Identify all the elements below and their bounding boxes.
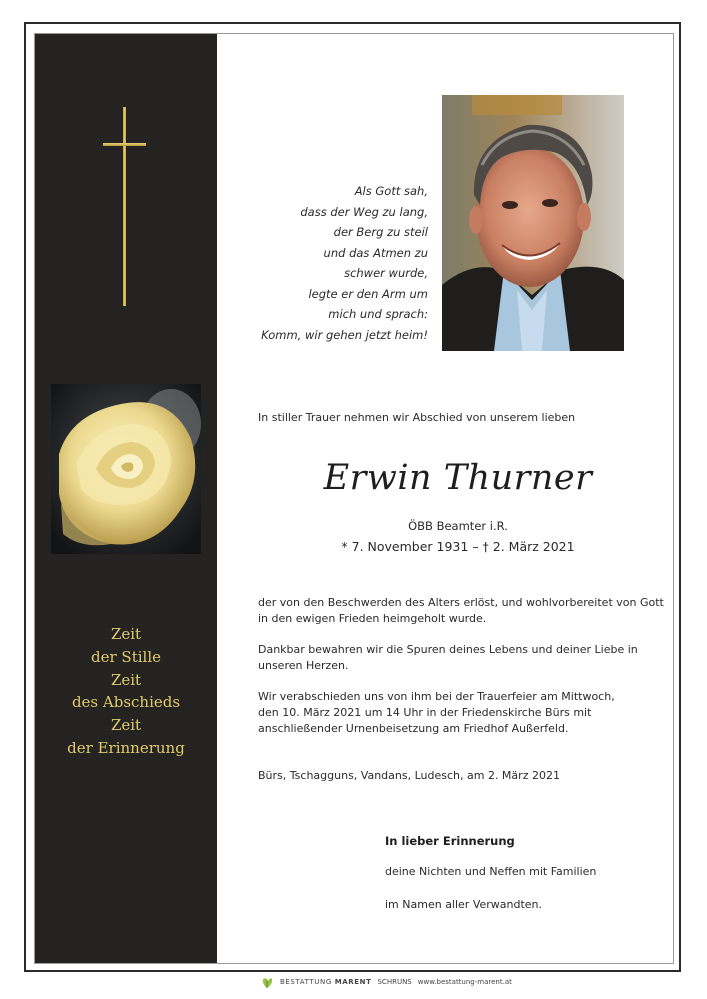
footer-brand	[280, 978, 371, 986]
signature-title: In lieber Erinnerung	[385, 834, 515, 848]
place-date: Bürs, Tschagguns, Vandans, Ludesch, am 2. März 2021	[258, 769, 560, 782]
poem-line: Zeit	[110, 670, 142, 689]
signature-line: deine Nichten und Neffen mit Familien	[385, 865, 597, 878]
footer	[260, 972, 512, 992]
footer-location: SCHRUNS	[377, 978, 412, 986]
life-dates: * 7. November 1931 – † 2. März 2021	[341, 539, 575, 554]
left-poem	[35, 623, 217, 760]
portrait-photo	[442, 95, 624, 351]
cross-icon-bar	[103, 143, 146, 146]
paragraph-line: unseren Herzen.	[258, 659, 349, 673]
paragraph-line: Dankbar bewahren wir die Spuren deines Lebens und deiner Liebe in	[258, 643, 638, 656]
deceased-name: Erwin Thurner	[323, 458, 593, 498]
paragraph-gratitude	[258, 642, 658, 674]
quote-line: Als Gott sah,	[354, 184, 428, 198]
paragraph-line: anschließender Urnenbeisetzung am Friedhof Außerfeld.	[258, 722, 569, 736]
footer-brand-name: MARENT	[334, 978, 372, 986]
quote-line: legte er den Arm um	[308, 286, 428, 301]
poem-line: Zeit	[110, 716, 142, 735]
poem-line: der Erinnerung	[67, 738, 185, 757]
paragraph-release	[258, 595, 664, 627]
quote-line: schwer wurde,	[344, 266, 428, 280]
paragraph-line: den 10. März 2021 um 14 Uhr in der Friedenskirche Bürs mit	[258, 706, 592, 720]
profession: ÖBB Beamter i.R.	[408, 519, 508, 533]
intro-text: In stiller Trauer nehmen wir Abschied von unserem lieben	[258, 411, 576, 424]
poem-line: des Abschieds	[71, 693, 181, 712]
quote-line: Komm, wir gehen jetzt heim!	[261, 327, 428, 342]
paragraph-line: in den ewigen Frieden heimgeholt wurde.	[258, 612, 487, 626]
quote-line: mich und sprach:	[328, 307, 428, 321]
quote-verse	[240, 181, 428, 345]
signature-line: im Namen aller Verwandten.	[385, 898, 543, 911]
leaf-logo-icon	[260, 975, 274, 989]
paragraph-ceremony	[258, 689, 658, 738]
paragraph-line: Wir verabschieden uns von ihm bei der Trauerfeier am Mittwoch,	[258, 690, 615, 703]
footer-url: www.bestattung-marent.at	[417, 978, 512, 986]
cross-icon	[123, 107, 126, 306]
paragraph-line: der von den Beschwerden des Alters erlöst, und wohlvorbereitet von Gott	[258, 596, 664, 609]
quote-line: der Berg zu steil	[333, 225, 428, 239]
quote-line: dass der Weg zu lang,	[300, 204, 428, 219]
footer-brand-prefix: BESTATTUNG	[280, 978, 332, 986]
poem-line: Zeit	[110, 625, 142, 643]
quote-line: und das Atmen zu	[323, 245, 428, 260]
rose-image	[51, 384, 201, 554]
poem-line: der Stille	[91, 647, 161, 666]
